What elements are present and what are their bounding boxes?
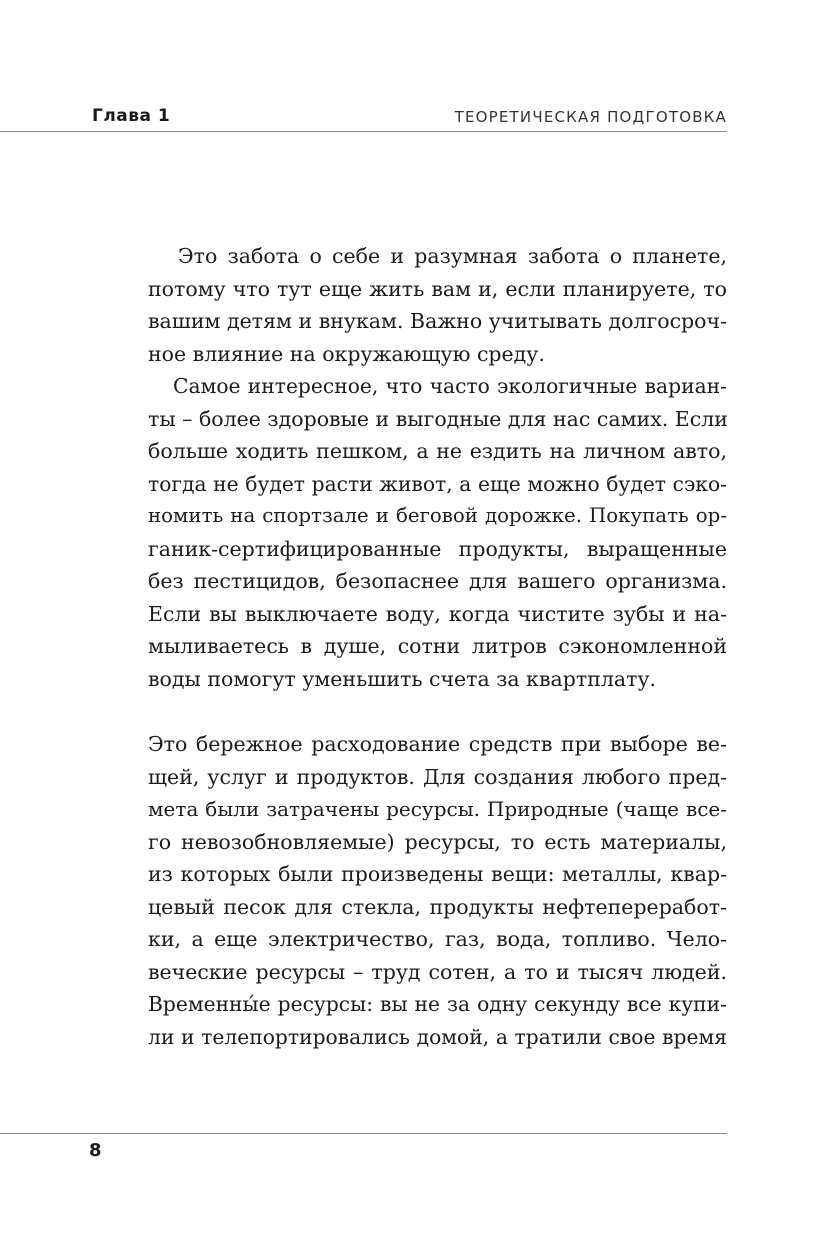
text-line: воды помогут уменьшить счета за квартплату. [148, 666, 657, 691]
text-line: вашим детям и внукам. Важно учитывать долгосроч- [148, 309, 727, 333]
footer-divider [0, 1133, 727, 1134]
text-line: больше ходить пешком, а не ездить на личном авто, [148, 439, 727, 463]
paragraph-3 [148, 728, 727, 1053]
text-line: Самое интересное, что часто экологичные вариан- [173, 374, 727, 398]
text-line: Это бережное расходование средств при выборе ве- [148, 732, 727, 756]
text-line: веческие ресурсы – труд сотен, а то и тысяч людей. [148, 959, 727, 984]
text-line: мыливаетесь в душе, сотни литров сэкономленной [148, 634, 727, 658]
paragraph-1 [148, 240, 727, 370]
page-number: 8 [89, 1140, 102, 1161]
text-line: тогда не будет расти живот, а еще можно будет сэко- [148, 471, 727, 496]
section-title: ТЕОРЕТИЧЕСКАЯ ПОДГОТОВКА [454, 108, 727, 126]
header-divider [0, 131, 727, 132]
text-line: ки, а еще электричество, газ, вода, топливо. Чело- [148, 927, 727, 951]
chapter-label: Глава 1 [92, 106, 171, 126]
text-line: цевый песок для стекла, продукты нефтепереработ- [148, 894, 727, 919]
text-line: номить на спортзале и беговой дорожке. Покупать ор- [148, 504, 727, 527]
text-line: ли и телепортировались домой, а тратили свое время [148, 1024, 727, 1049]
paragraph-gap [148, 695, 727, 728]
text-line: Это забота о себе и разумная забота о планете, [178, 244, 727, 268]
text-line: из которых были произведены вещи: металлы, квар- [148, 862, 727, 886]
text-line: мета были затрачены ресурсы. Природные (чаще все- [148, 797, 727, 821]
text-line: щей, услуг и продуктов. Для создания любого пред- [148, 764, 727, 789]
text-line: Если вы выключаете воду, когда чистите зубы и на- [148, 601, 727, 626]
body-text [148, 240, 727, 1053]
text-line: потому что тут еще жить вам и, если планируете, то [148, 276, 727, 301]
text-line: без пестицидов, безопаснее для вашего организма. [148, 569, 727, 593]
text-line: ганик-сертифицированные продукты, выращенные [148, 536, 727, 561]
text-line: ты – более здоровые и выгодные для нас самих. Если [148, 406, 728, 431]
text-line: ное влияние на окружающую среду. [148, 341, 545, 366]
text-line: го невозобновляемые) ресурсы, то есть материалы, [148, 829, 727, 854]
text-line: Временны́е ресурсы: вы не за одну секунду все купи- [148, 992, 727, 1016]
paragraph-2 [148, 370, 727, 695]
